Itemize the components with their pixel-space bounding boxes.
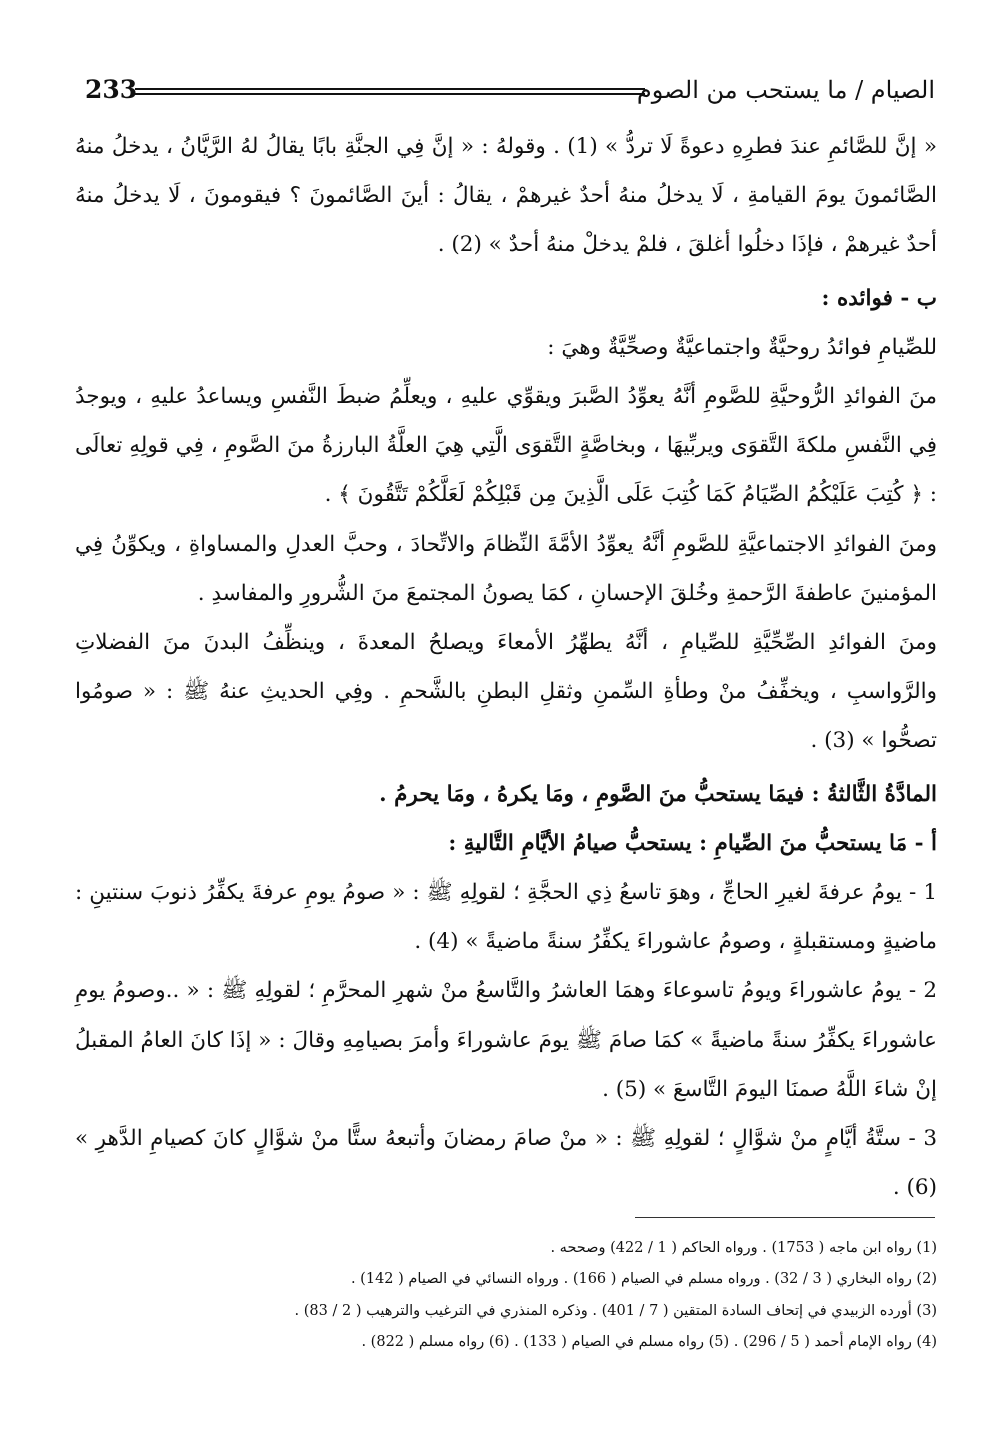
footnote-2: (2) رواه البخاري ( 3 / 32) . ورواه مسلم في الصيام ( 166) . ورواه النسائي في الصيام ( 142) . bbox=[350, 1271, 937, 1288]
page-number: 233 bbox=[85, 75, 138, 104]
footnote-3: (3) أورده الزبيدي في إتحاف السادة المتقين ( 7 / 401) . وذكره المنذري في الترغيب والترهيب ( 2 / 83) . bbox=[294, 1302, 937, 1319]
section-heading-recommended: أ - مَا يستحبُّ منَ الصِّيامِ : يستحبُّ صيامُ الأيَّامِ التَّاليةِ : bbox=[448, 830, 937, 856]
paragraph-benefits-intro: للصِّيامِ فوائدُ روحيَّةٌ واجتماعيَّةٌ وصحِّيَّةٌ وهيَ : bbox=[547, 334, 937, 360]
footnotes bbox=[140, 1233, 937, 1358]
paragraph-social-benefits: ومنَ الفوائدِ الاجتماعيَّةِ للصَّومِ أنَّهُ يعوِّدُ الأمَّةَ النِّظامَ والاتِّحادَ ، وحبَّ العدلِ والمساواةِ ، ويكوِّنُ فِي المؤمنينَ عاطفةَ الرَّحمةِ وخُلقَ الإحسانِ ، كمَا يصونُ المجتمعَ منَ الشُّرورِ والمفاسدِ . bbox=[75, 531, 937, 606]
footnote-4-6: (4) رواه الإمام أحمد ( 5 / 296) . (5) رواه مسلم في الصيام ( 133) . (6) رواه مسلم ( 822) . bbox=[361, 1333, 937, 1350]
paragraph-health-benefits: ومنَ الفوائدِ الصِّحِّيَّةِ للصِّيامِ ، أنَّهُ يطهِّرُ الأمعاءَ ويصلحُ المعدةَ ، وينظِّفُ البدنَ منَ الفضلاتِ والرَّواسبِ ، ويخفِّفُ منْ وطأةِ السِّمنِ وثقلِ البطنِ بالشَّحمِ . وفِي الحديثِ عنهُ ﷺ : « صومُوا تصحُّوا » (3) . bbox=[75, 630, 937, 754]
header-rule bbox=[135, 88, 645, 95]
footnote-separator bbox=[635, 1217, 935, 1218]
list-item-shawwal: 3 - ستَّةُ أيَّامٍ منْ شوَّالٍ ؛ لقولِهِ ﷺ : « منْ صامَ رمضانَ وأتبعهُ ستًّا منْ شوَّالٍ كانَ كصيامِ الدَّهرِ » (6) . bbox=[75, 1126, 937, 1201]
list-item-ashura: 2 - يومُ عاشوراءَ ويومُ تاسوعاءَ وهمَا العاشرُ والتَّاسعُ منْ شهرِ المحرَّمِ ؛ لقولِهِ ﷺ : « ..وصومُ يومِ عاشوراءَ يكفِّرُ سنةً ماضيةً » كمَا صامَ ﷺ يومَ عاشوراءَ وأمرَ بصيامِهِ وقالَ : « إذَا كانَ العامُ المقبلُ إنْ شاءَ اللَّهُ صمنَا اليومَ التَّاسعَ » (5) . bbox=[75, 978, 937, 1102]
paragraph-hadith-continuation: « إنَّ للصَّائمِ عندَ فطرِهِ دعوةً لَا تردُّ » (1) . وقولهُ : « إنَّ فِي الجنَّةِ بابًا يقالُ لهُ الرَّيَّانُ ، يدخلُ منهُ الصَّائمونَ يومَ القيامةِ ، لَا يدخلُ منهُ أحدٌ غيرهمْ ، يقالُ : أينَ الصَّائمونَ ؟ فيقومونَ ، لَا يدخلُ منهُ أحدٌ غيرهمْ ، فإذَا دخلُوا أغلقَ ، فلمْ يدخلْ منهُ أحدٌ » (2) . bbox=[75, 134, 937, 258]
running-title: الصيام / ما يستحب من الصوم bbox=[636, 76, 935, 104]
main-text bbox=[75, 122, 937, 1212]
section-heading-benefits: ب - فوائده : bbox=[821, 285, 937, 311]
page-header bbox=[85, 70, 935, 110]
list-item-arafah: 1 - يومُ عرفةَ لغيرِ الحاجِّ ، وهوَ تاسعُ ذِي الحجَّةِ ؛ لقولِهِ ﷺ : « صومُ يومِ عرفةَ يكفِّرُ ذنوبَ سنتينِ : ماضيةٍ ومستقبلةٍ ، وصومُ عاشوراءَ يكفِّرُ سنةً ماضيةً » (4) . bbox=[75, 880, 937, 955]
section-heading-article-three: المادَّةُ الثَّالثةُ : فيمَا يستحبُّ منَ الصَّومِ ، ومَا يكرهُ ، ومَا يحرمُ . bbox=[379, 781, 937, 807]
paragraph-spiritual-benefits: منَ الفوائدِ الرُّوحيَّةِ للصَّومِ أنَّهُ يعوِّدُ الصَّبرَ ويقوِّي عليهِ ، ويعلِّمُ ضبطَ النَّفسِ ويساعدُ عليهِ ، ويوجدُ فِي النَّفسِ ملكةَ التَّقوَى ويربِّيهَا ، وبخاصَّةٍ التَّقوَى الَّتِي هِيَ العلَّةُ البارزةُ منَ الصَّومِ ، فِي قولِهِ تعالَى : ﴿ كُتِبَ عَلَيْكُمُ الصِّيَامُ كَمَا كُتِبَ عَلَى الَّذِينَ مِن قَبْلِكُمْ لَعَلَّكُمْ تَتَّقُونَ ﴾ . bbox=[75, 384, 937, 508]
footnote-1: (1) رواه ابن ماجه ( 1753) . ورواه الحاكم ( 1 / 422) وصححه . bbox=[550, 1240, 937, 1256]
